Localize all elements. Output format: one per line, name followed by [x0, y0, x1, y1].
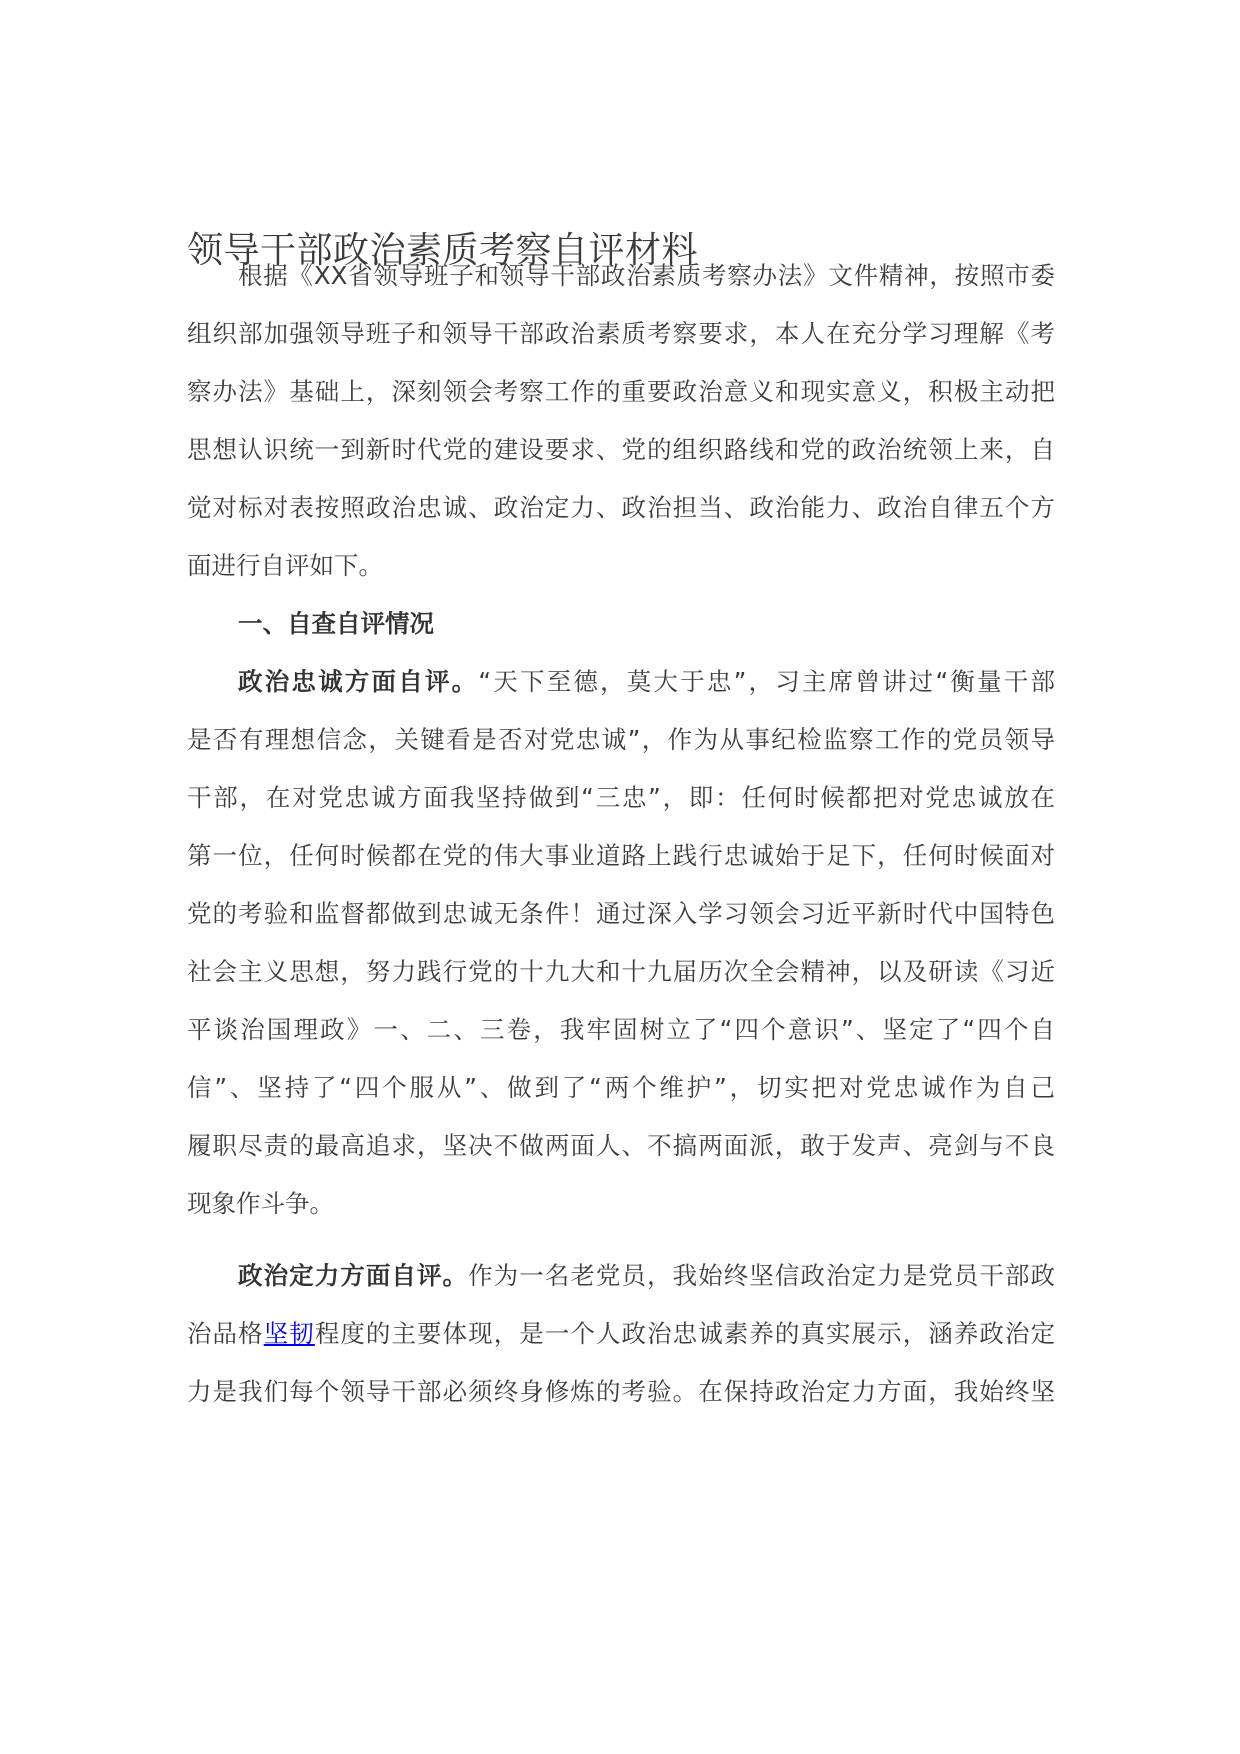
resolve-text: 程度的主要体现，是一个人政治忠诚素养的真实展示，涵养政治定 [314, 1319, 1056, 1348]
loyalty-line: 是否有理想信念，关键看是否对党忠诚”，作为从事纪检监察工作的党员领导 [187, 725, 1055, 754]
loyalty-line [187, 664, 1055, 700]
resolve-lead: 政治定力方面自评。 [238, 1261, 469, 1290]
intro-line: 面进行自评如下。 [187, 551, 383, 580]
intro-line: 组织部加强领导班子和领导干部政治素质考察要求，本人在充分学习理解《考 [187, 319, 1055, 348]
intro-line: 觉对标对表按照政治忠诚、政治定力、政治担当、政治能力、政治自律五个方 [187, 493, 1055, 522]
intro-line: 根据《XX省领导班子和领导干部政治素质考察办法》文件精神，按照市委 [238, 261, 1055, 290]
loyalty-lead: 政治忠诚方面自评。 [238, 667, 479, 696]
intro-line: 察办法》基础上，深刻领会考察工作的重要政治意义和现实意义，积极主动把 [187, 377, 1055, 406]
resolve-line [187, 1316, 1055, 1352]
loyalty-line: 党的考验和监督都做到忠诚无条件！通过深入学习领会习近平新时代中国特色 [187, 899, 1055, 928]
loyalty-line: 现象作斗争。 [187, 1189, 334, 1218]
resolve-line: 力是我们每个领导干部必须终身修炼的考验。在保持政治定力方面，我始终坚 [187, 1377, 1055, 1406]
intro-line: 思想认识统一到新时代党的建设要求、党的组织路线和党的政治统领上来，自 [187, 435, 1055, 464]
resolve-line [187, 1258, 1055, 1294]
loyalty-line: 第一位，任何时候都在党的伟大事业道路上践行忠诚始于足下，任何时候面对 [187, 841, 1055, 870]
resolve-first-line-text: 作为一名老党员，我始终坚信政治定力是党员干部政 [468, 1261, 1056, 1290]
loyalty-line: 履职尽责的最高追求，坚决不做两面人、不搞两面派，敢于发声、亮剑与不良 [187, 1131, 1055, 1160]
document-title: 领导干部政治素质考察自评材料 [187, 230, 699, 272]
loyalty-first-line-text: “天下至德，莫大于忠”，习主席曾讲过“衡量干部 [478, 667, 1056, 696]
loyalty-line: 干部，在对党忠诚方面我坚持做到“三忠”，即：任何时候都把对党忠诚放在 [187, 783, 1055, 812]
section-heading: 一、自查自评情况 [238, 609, 434, 638]
loyalty-line: 社会主义思想，努力践行党的十九大和十九届历次全会精神，以及研读《习近 [187, 957, 1055, 986]
loyalty-line: 信”、坚持了“四个服从”、做到了“两个维护”，切实把对党忠诚作为自己 [187, 1073, 1055, 1102]
resolve-text: 治品格 [187, 1319, 264, 1348]
loyalty-line: 平谈治国理政》一、二、三卷，我牢固树立了“四个意识”、坚定了“四个自 [187, 1015, 1055, 1044]
keyword-link[interactable]: 坚韧 [263, 1319, 315, 1348]
